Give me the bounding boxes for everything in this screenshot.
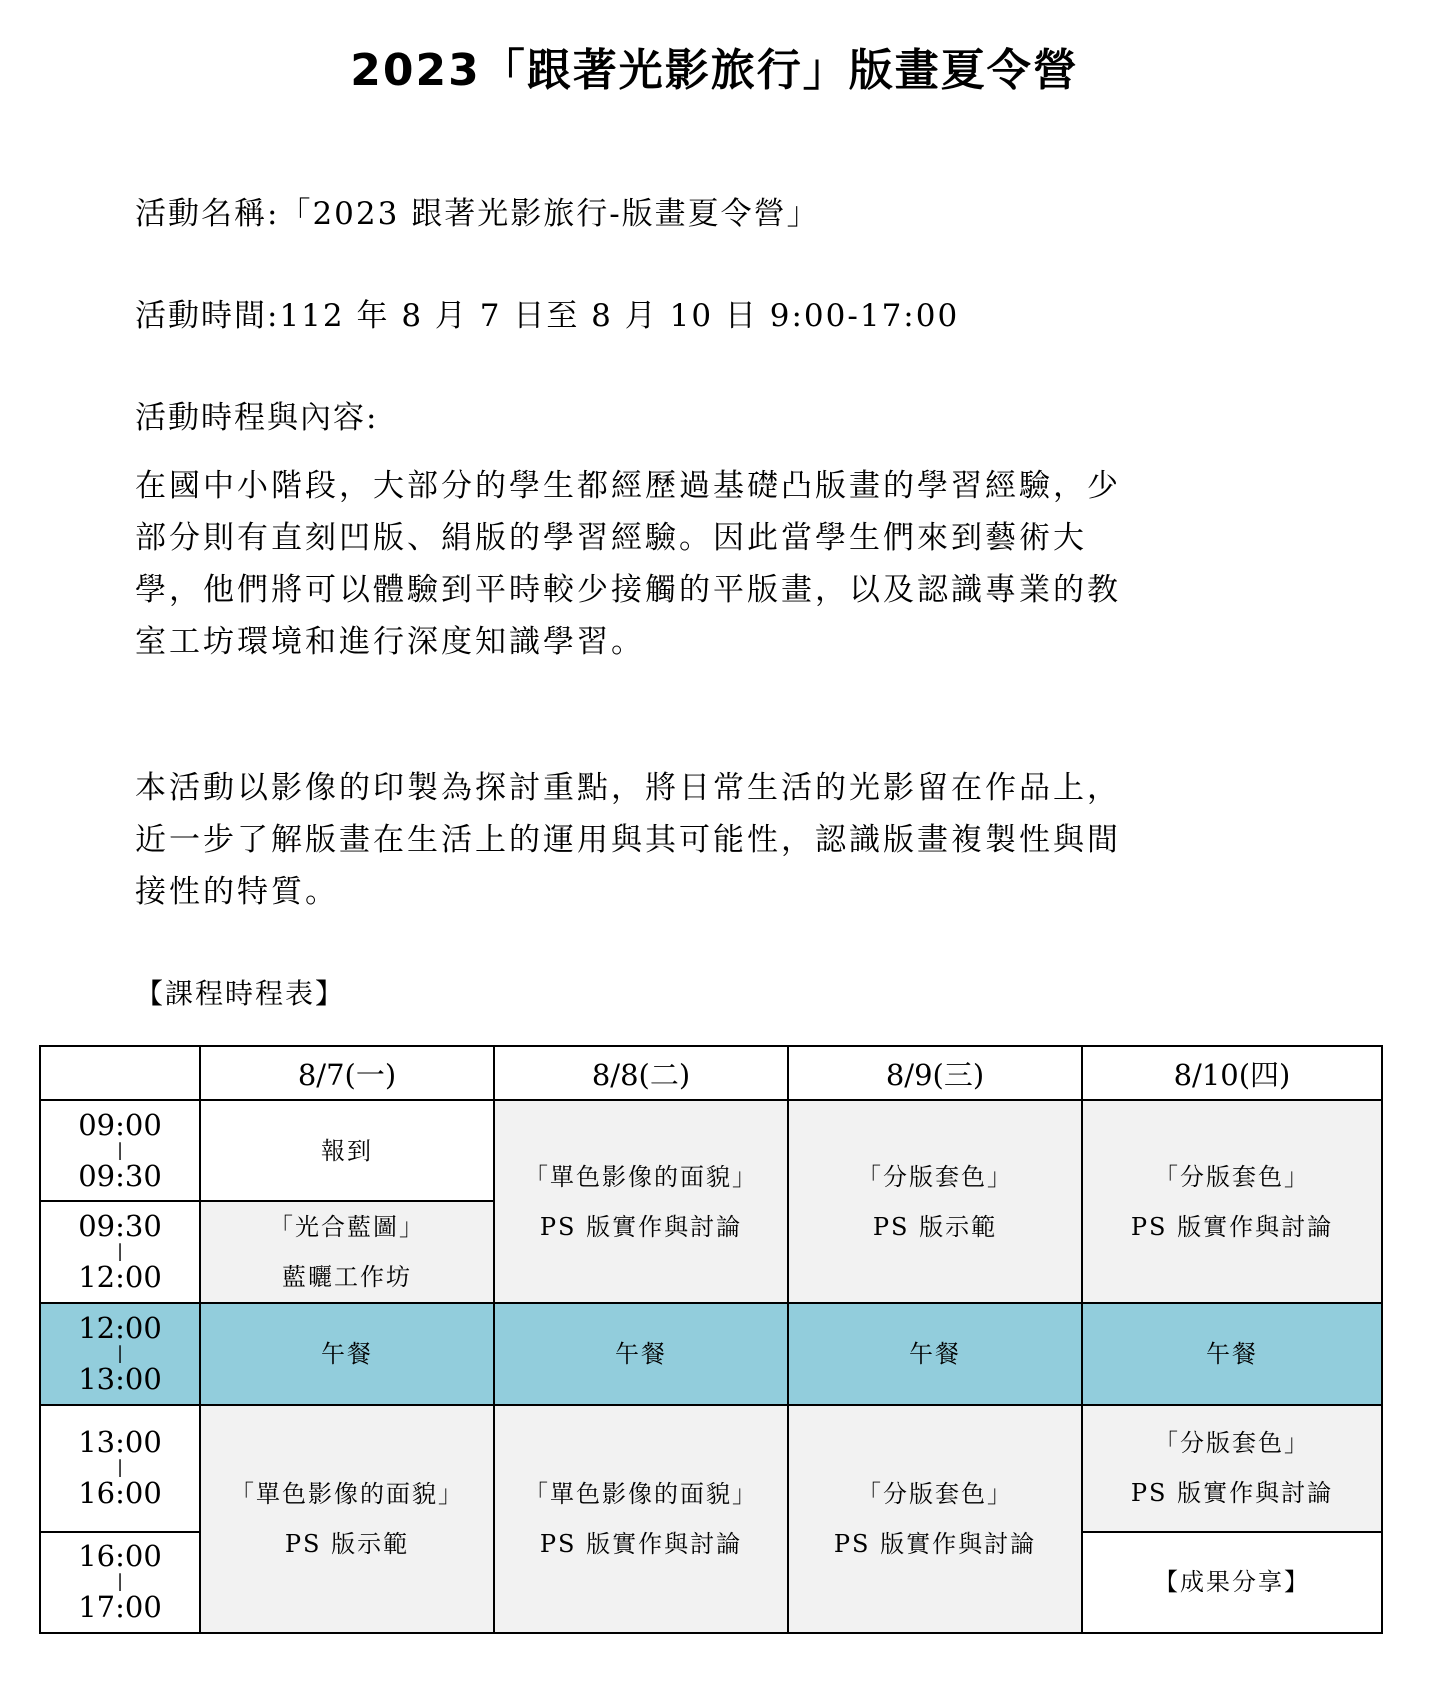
schedule-table <box>39 1045 1383 1634</box>
paragraph-line: 接性的特質。 <box>135 874 339 910</box>
time-slot: 09:30 | 12:00 <box>40 1201 200 1303</box>
d3-afternoon-cell: 「分版套色」 PS 版實作與討論 <box>788 1405 1082 1633</box>
time-slot: 13:00 | 16:00 <box>40 1405 200 1532</box>
activity-name-line: 活動名稱:「2023 跟著光影旅行-版畫夏令營」 <box>135 196 820 232</box>
time-slot: 09:00 | 09:30 <box>40 1100 200 1201</box>
paragraph-line: 近一步了解版畫在生活上的運用與其可能性，認識版畫複製性與間 <box>135 822 1121 858</box>
time-slot: 16:00 | 17:00 <box>40 1532 200 1633</box>
schedule-header-row <box>40 1046 1382 1100</box>
page-title: 2023「跟著光影旅行」版畫夏令營 <box>350 45 1079 96</box>
table-row <box>40 1405 1382 1532</box>
lunch-cell: 午餐 <box>788 1303 1082 1404</box>
intro-paragraph <box>135 460 1275 668</box>
table-row <box>40 1303 1382 1404</box>
d4-sharing-cell: 【成果分享】 <box>1082 1532 1382 1633</box>
content-heading: 活動時程與內容: <box>135 400 379 436</box>
focus-paragraph <box>135 762 1275 918</box>
lunch-cell: 午餐 <box>1082 1303 1382 1404</box>
paragraph-line: 部分則有直刻凹版、絹版的學習經驗。因此當學生們來到藝術大 <box>135 520 1087 556</box>
d1-morning-cell: 「光合藍圖」 藍曬工作坊 <box>200 1201 494 1303</box>
header-corner <box>40 1046 200 1100</box>
paragraph-line: 室工坊環境和進行深度知識學習。 <box>135 624 645 660</box>
time-slot: 12:00 | 13:00 <box>40 1303 200 1404</box>
header-day-3: 8/9(三) <box>788 1046 1082 1100</box>
schedule-label: 【課程時程表】 <box>135 977 346 1010</box>
paragraph-line: 在國中小階段，大部分的學生都經歷過基礎凸版畫的學習經驗，少 <box>135 468 1121 504</box>
activity-time-line: 活動時間:112 年 8 月 7 日至 8 月 10 日 9:00-17:00 <box>135 298 960 334</box>
d1-afternoon-cell: 「單色影像的面貌」 PS 版示範 <box>200 1405 494 1633</box>
header-day-4: 8/10(四) <box>1082 1046 1382 1100</box>
d4-morning-cell: 「分版套色」 PS 版實作與討論 <box>1082 1100 1382 1303</box>
table-row <box>40 1100 1382 1201</box>
paragraph-line: 學，他們將可以體驗到平時較少接觸的平版畫，以及認識專業的教 <box>135 572 1121 608</box>
paragraph-line: 本活動以影像的印製為探討重點，將日常生活的光影留在作品上， <box>135 770 1121 806</box>
d4-afternoon-cell: 「分版套色」 PS 版實作與討論 <box>1082 1405 1382 1532</box>
header-day-2: 8/8(二) <box>494 1046 788 1100</box>
d2-afternoon-cell: 「單色影像的面貌」 PS 版實作與討論 <box>494 1405 788 1633</box>
d2-morning-cell: 「單色影像的面貌」 PS 版實作與討論 <box>494 1100 788 1303</box>
d1-checkin-cell: 報到 <box>200 1100 494 1201</box>
lunch-cell: 午餐 <box>200 1303 494 1404</box>
lunch-cell: 午餐 <box>494 1303 788 1404</box>
header-day-1: 8/7(一) <box>200 1046 494 1100</box>
d3-morning-cell: 「分版套色」 PS 版示範 <box>788 1100 1082 1303</box>
